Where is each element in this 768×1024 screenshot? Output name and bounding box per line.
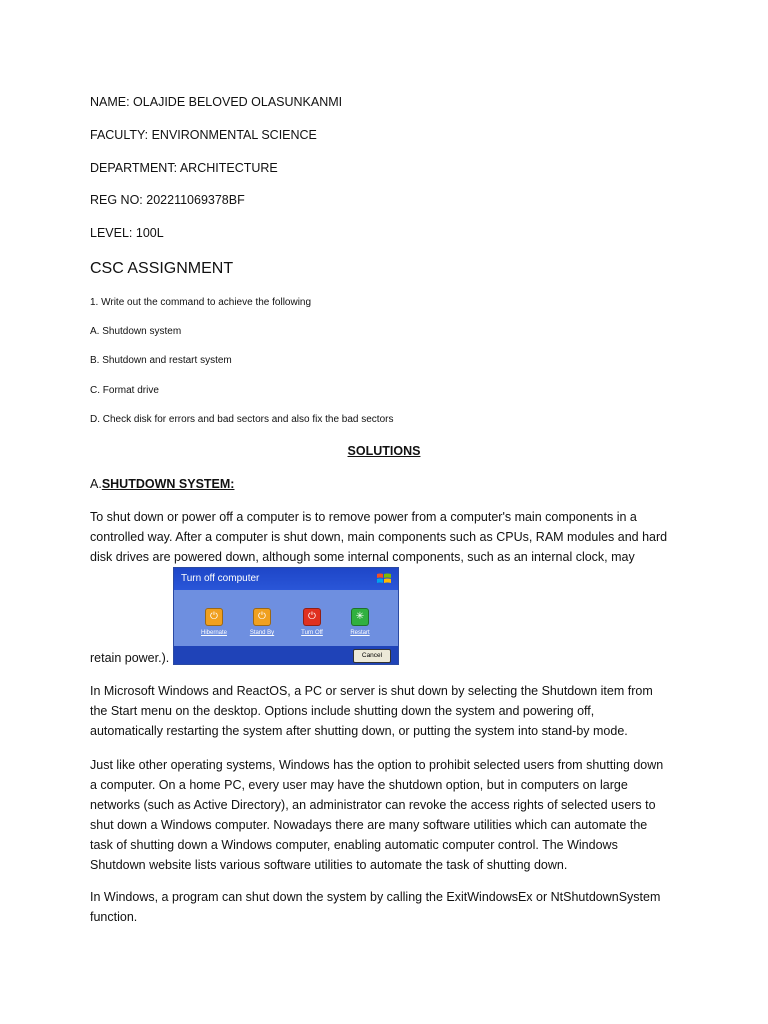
question-item-d: D. Check disk for errors and bad sectors and also fix the bad sectors [90, 414, 394, 425]
hibernate-option [192, 608, 236, 636]
turn-off-label: Turn Off [301, 630, 323, 636]
question-text: 1. Write out the command to achieve the following [90, 297, 312, 308]
power-icon: ⏻ [253, 608, 271, 626]
paragraph-2-line: the Start menu on the desktop. Options include shutting down the system and powering off, [90, 704, 595, 718]
dialog-title-bar [174, 568, 398, 590]
paragraph-1 [90, 507, 690, 567]
paragraph-2-line: automatically restarting the system after shutting down, or putting the system into stand-by mode. [90, 724, 628, 738]
paragraph-3-line: shut down a Windows computer. Nowadays there are many software utilities which can automate the [90, 818, 648, 832]
power-icon: ⏻ [303, 608, 321, 626]
paragraph-1-line: To shut down or power off a computer is to remove power from a computer's main components in a [90, 510, 637, 524]
paragraph-4-line: In Windows, a program can shut down the system by calling the ExitWindowsEx or NtShutdownSystem [90, 890, 661, 904]
turn-off-option [290, 608, 334, 636]
restart-option [338, 608, 382, 636]
section-a-heading [90, 477, 234, 491]
paragraph-3-line: Shutdown website lists various software utilities to automate the task of shutting down. [90, 858, 568, 872]
paragraph-3 [90, 755, 690, 875]
dialog-footer [174, 646, 398, 664]
name-field: NAME: OLAJIDE BELOVED OLASUNKANMI [90, 95, 343, 109]
paragraph-3-line: networks (such as Active Directory), an administrator can revoke the access rights of selected users to [90, 798, 656, 812]
dialog-title: Turn off computer [181, 573, 260, 584]
hibernate-label: Hibernate [200, 630, 227, 636]
restart-label: Restart [350, 630, 370, 636]
windows-logo-icon [376, 571, 392, 587]
restart-icon: ✳ [351, 608, 369, 626]
paragraph-4 [90, 887, 690, 927]
power-icon: ⏻ [205, 608, 223, 626]
dialog-body [174, 590, 398, 646]
paragraph-3-line: task of shutting down a Windows computer, enabling automatic computer control. The Windows [90, 838, 618, 852]
question-item-b: B. Shutdown and restart system [90, 355, 232, 366]
paragraph-3-line: Just like other operating systems, Windows has the option to prohibit selected users from shutting down [90, 758, 664, 772]
department-field: DEPARTMENT: ARCHITECTURE [90, 161, 278, 175]
stand-by-option [240, 608, 284, 636]
paragraph-2-line: In Microsoft Windows and ReactOS, a PC or server is shut down by selecting the Shutdown item from [90, 684, 653, 698]
reg-no-field: REG NO: 202211069378BF [90, 193, 245, 207]
paragraph-1-tail: retain power.). [90, 651, 170, 665]
turn-off-computer-dialog-image [173, 567, 399, 665]
paragraph-4-line: function. [90, 910, 138, 924]
level-field: LEVEL: 100L [90, 226, 164, 240]
question-item-a: A. Shutdown system [90, 326, 182, 337]
paragraph-1-line: controlled way. After a computer is shut down, main components such as CPUs, RAM modules and hard [90, 530, 668, 544]
solutions-heading: SOLUTIONS [347, 444, 421, 458]
paragraph-3-line: a computer. On a home PC, every user may have the shutdown option, but in computers on large [90, 778, 628, 792]
section-a-prefix: A. [90, 477, 102, 491]
stand-by-label: Stand By [249, 630, 275, 636]
section-a-title: SHUTDOWN SYSTEM: [101, 477, 235, 491]
assignment-title: CSC ASSIGNMENT [90, 260, 234, 277]
faculty-field: FACULTY: ENVIRONMENTAL SCIENCE [90, 128, 317, 142]
paragraph-1-line: disk drives are powered down, although some internal components, such as an internal clock, may [90, 550, 635, 564]
cancel-button: Cancel [353, 649, 391, 663]
question-item-c: C. Format drive [90, 385, 159, 396]
paragraph-2 [90, 681, 690, 741]
